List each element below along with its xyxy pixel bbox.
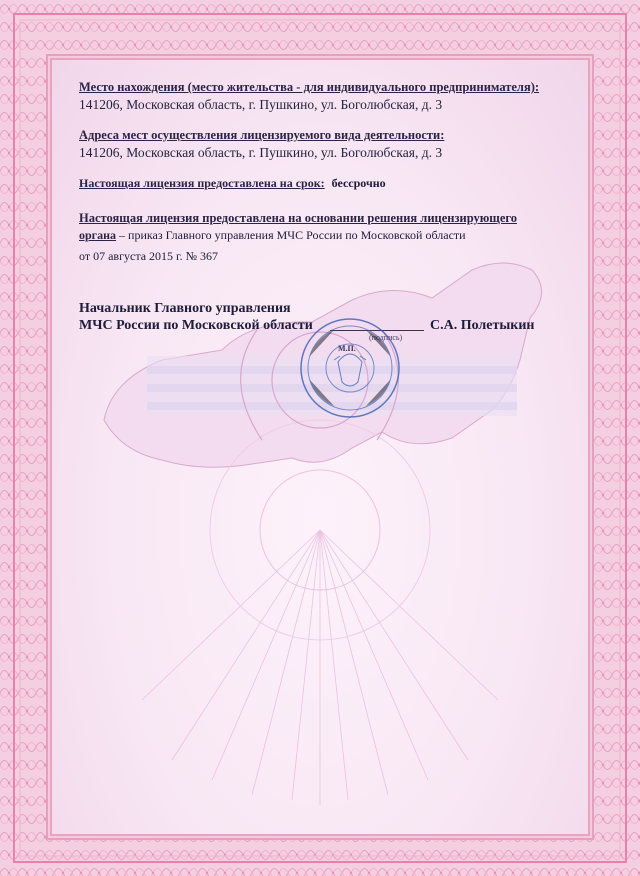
basis-value-line1: – приказ Главного управления МЧС России по Московской области bbox=[119, 228, 466, 242]
signer-title-line2: МЧС России по Московской области bbox=[79, 318, 313, 333]
activity-address-value: 141206, Московская область, г. Пушкино, ул. Боголюбская, д. 3 bbox=[79, 145, 443, 160]
official-seal-icon bbox=[298, 316, 402, 420]
term-line bbox=[79, 176, 386, 191]
signer-title-line1: Начальник Главного управления bbox=[79, 301, 291, 316]
seal-caption: М.П. bbox=[338, 344, 356, 353]
basis-label-line1: Настоящая лицензия предоставлена на основании решения лицензирующего bbox=[79, 211, 518, 225]
activity-address-label: Адреса мест осуществления лицензируемого вида деятельности: bbox=[79, 128, 445, 142]
basis-value-line2: от 07 августа 2015 г. № 367 bbox=[79, 249, 219, 263]
location-label: Место нахождения (место жительства - для индивидуального предпринимателя): bbox=[79, 80, 540, 94]
signer-name: С.А. Полетыкин bbox=[430, 318, 535, 333]
location-value: 141206, Московская область, г. Пушкино, ул. Боголюбская, д. 3 bbox=[79, 97, 443, 112]
basis-label-line2: органа bbox=[79, 228, 117, 242]
signature-caption: (подпись) bbox=[369, 333, 403, 342]
term-value: бессрочно bbox=[331, 176, 386, 190]
basis-line2 bbox=[79, 228, 466, 243]
term-label: Настоящая лицензия предоставлена на срок: bbox=[79, 176, 325, 190]
